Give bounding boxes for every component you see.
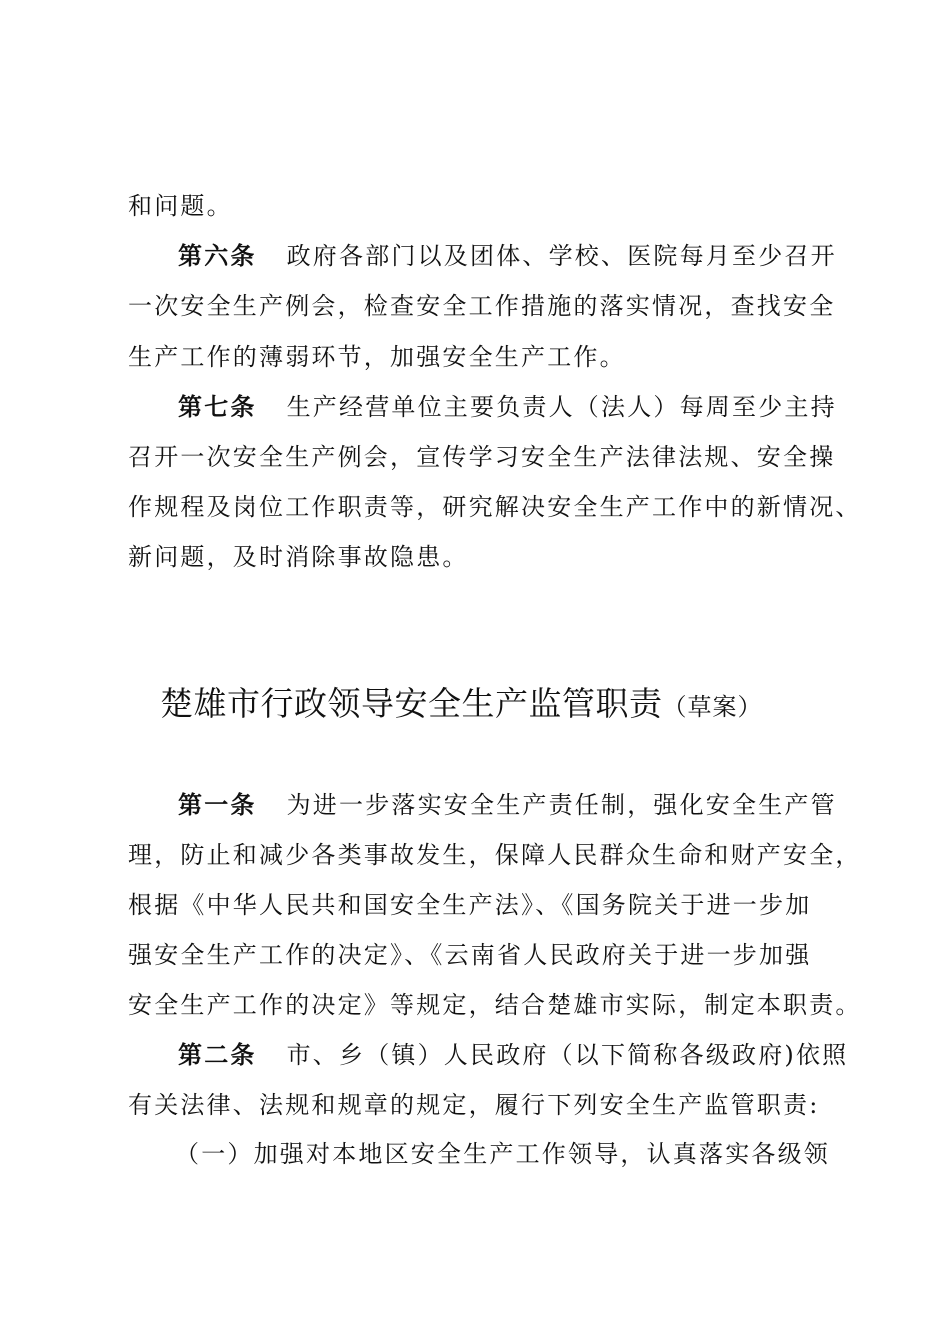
article-1-label: 第一条	[178, 791, 257, 819]
article-2-first-line	[178, 1038, 898, 1072]
article-7-label: 第七条	[178, 393, 257, 421]
article-6-text: 政府各部门以及团体、学校、医院每月至少召开	[286, 242, 837, 270]
article-1-text: 为进一步落实安全生产责任制，强化安全生产管	[286, 791, 837, 819]
article-7-text: 生产经营单位主要负责人（法人）每周至少主持	[286, 393, 837, 421]
article-1-first-line	[178, 788, 898, 822]
article-2-label: 第二条	[178, 1041, 257, 1069]
article-1-line: 安全生产工作的决定》等规定，结合楚雄市实际，制定本职责。	[128, 991, 862, 1019]
article-1-line: 强安全生产工作的决定》、《云南省人民政府关于进一步加强	[128, 941, 812, 969]
continuation-line: 和问题。	[128, 192, 233, 220]
article-1-line: 根据《中华人民共和国安全生产法》、《国务院关于进一步加	[128, 891, 812, 919]
article-6-first-line	[178, 239, 898, 273]
title-text: 楚雄市行政领导安全生产监管职责	[160, 684, 663, 723]
article-6-label: 第六条	[178, 242, 257, 270]
article-7-line: 作规程及岗位工作职责等，研究解决安全生产工作中的新情况、	[128, 493, 862, 521]
article-7-first-line	[178, 390, 898, 424]
item-1-line: （一）加强对本地区安全生产工作领导，认真落实各级领	[175, 1140, 830, 1168]
title-draft-note: （草案）	[662, 693, 763, 721]
article-7-line: 新问题，及时消除事故隐患。	[128, 543, 469, 571]
article-2-line: 有关法律、法规和规章的规定，履行下列安全生产监管职责:	[128, 1091, 820, 1119]
article-6-line: 生产工作的薄弱环节，加强安全生产工作。	[128, 343, 626, 371]
article-2-text: 市、乡（镇）人民政府（以下简称各级政府)依照	[286, 1041, 849, 1069]
document-title	[160, 682, 860, 729]
article-7-line: 召开一次安全生产例会，宣传学习安全生产法律法规、安全操	[128, 443, 836, 471]
article-1-line: 理，防止和减少各类事故发生，保障人民群众生命和财产安全，	[128, 841, 862, 869]
article-6-line: 一次安全生产例会，检查安全工作措施的落实情况，查找安全	[128, 292, 836, 320]
